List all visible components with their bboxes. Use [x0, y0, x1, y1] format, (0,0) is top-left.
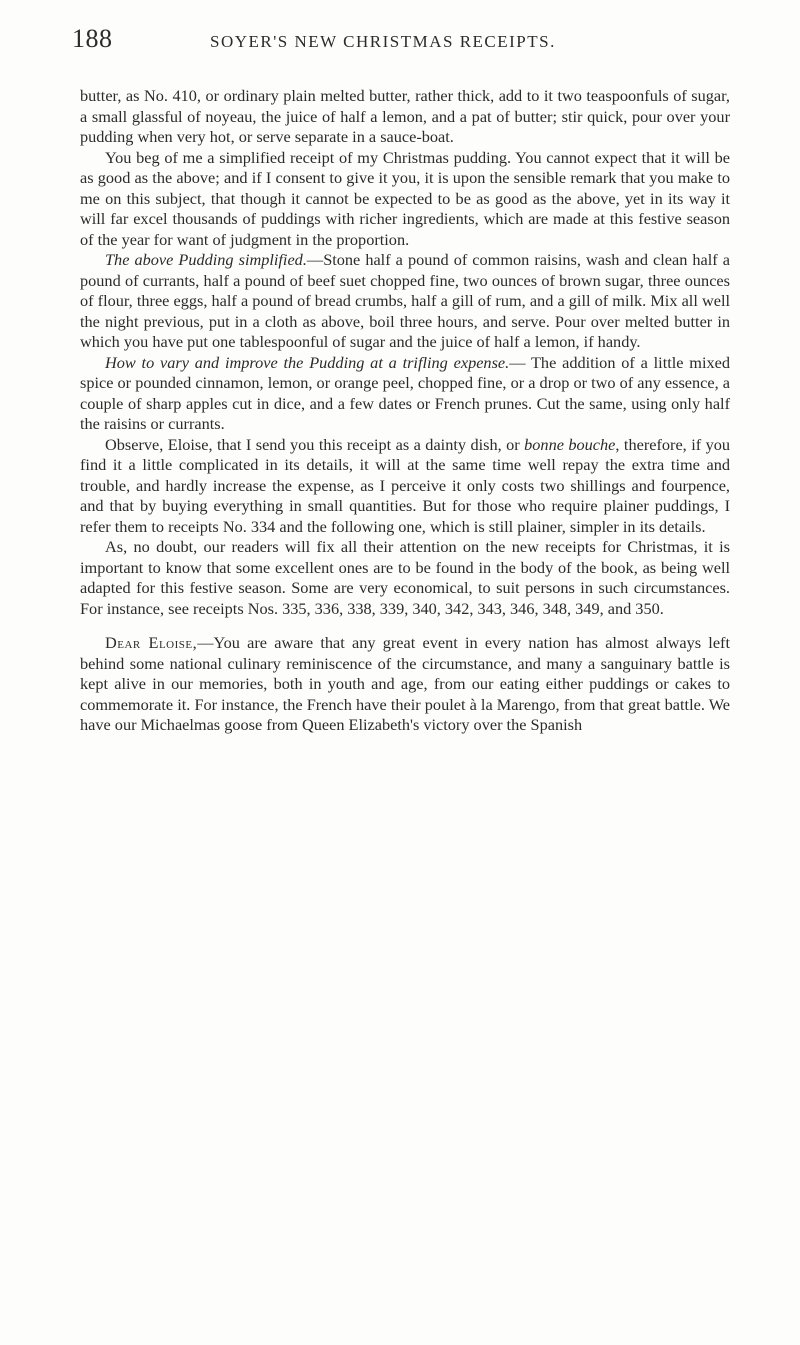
paragraph-letter — [80, 633, 730, 736]
running-title: SOYER'S NEW CHRISTMAS RECEIPTS. — [210, 32, 556, 51]
paragraph-readers-note: As, no doubt, our readers will fix all their attention on the new receipts for Christmas, it is important to know that some excellent ones are to be found in the body of the book, as being well adapted for this festive season. Some are very economical, to suit persons in such circumstances. For instance, see receipts Nos. 335, 336, 338, 339, 340, 342, 343, 346, 348, 349, and 350. — [80, 537, 730, 618]
letter-salutation: Dear Eloise, — [105, 633, 198, 652]
observe-italic-phrase: bonne bouche — [524, 434, 616, 454]
paragraph-vary-improve — [80, 353, 730, 435]
page-number: 188 — [72, 24, 113, 53]
recipe-heading-simplified: The above Pudding simplified. — [105, 250, 307, 269]
recipe-heading-vary: How to vary and improve the Pudding at a trifling expense. — [105, 352, 510, 372]
recipe-body-vary: — The addition of a little mixed spice or pounded cinnamon, lemon, or orange peel, chopped fine, or a drop or two of any essence, a couple of sharp apples cut in dice, and a few dates or French prunes. Cut the same, using only half the raisins or currants. — [80, 352, 730, 433]
body-text — [80, 86, 730, 736]
paragraph-sauce-continuation: butter, as No. 410, or ordinary plain melted butter, rather thick, add to it two teaspoonfuls of sugar, a small glassful of noyeau, the juice of half a lemon, and a pat of butter; stir quick, pour over your pudding when very hot, or serve separate in a sauce-boat. — [80, 86, 730, 146]
observe-text-b: , therefore, if you find it a little complicated in its details, it will at the same time well repay the extra time and trouble, and hardly increase the expense, as I perceive it only costs two shillings and fourpence, and that by buying everything in small quantities. But for those who require plainer puddings, I refer them to receipts No. 334 and the following one, which is still plainer, simpler in its details. — [80, 434, 731, 536]
paragraph-simplified-pudding — [80, 250, 730, 353]
paragraph-observe-eloise — [80, 435, 730, 538]
letter-body: —You are aware that any great event in every nation has almost always left behind some national culinary reminiscence of the circumstance, and many a sanguinary battle is kept alive in our memories, both in youth and age, from our eating either puddings or cakes to commemorate it. For instance, the French have their poulet à la Marengo, from that great battle. We have our Michaelmas goose from Queen Elizabeth's victory over the Spanish — [80, 633, 731, 734]
recipe-body-simplified: —Stone half a pound of common raisins, wash and clean half a pound of currants, half a pound of beef suet chopped fine, two ounces of brown sugar, three ounces of flour, three eggs, half a pound of bread crumbs, half a gill of rum, and a gill of milk. Mix all well the night previous, put in a cloth as above, boil three hours, and serve. Pour over melted butter in which you have put one tablespoonful of sugar and the juice of half a lemon, if handy. — [80, 250, 730, 351]
observe-text-a: Observe, Eloise, that I send you this receipt as a dainty dish, or — [105, 434, 525, 454]
running-head — [72, 24, 772, 64]
paragraph-simplified-request: You beg of me a simplified receipt of my Christmas pudding. You cannot expect that it will be as good as the above; and if I consent to give it you, it is upon the sensible remark that you make to me on this subject, that though it cannot be expected to be as good as the above, yet in its way it will far excel thousands of puddings with richer ingredients, which are made at this festive season of the year for want of judgment in the proportion. — [80, 147, 730, 249]
